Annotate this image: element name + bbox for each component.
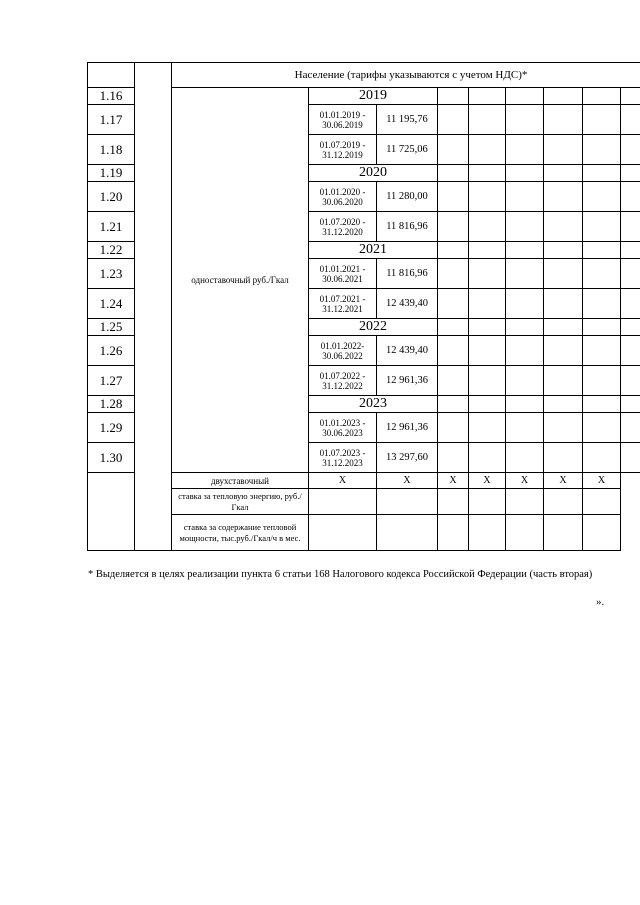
empty-cell — [506, 212, 544, 242]
x-mark: X — [438, 473, 469, 489]
empty-cell — [438, 135, 469, 165]
empty-cell — [506, 182, 544, 212]
year-label: 2022 — [309, 319, 438, 336]
tariff-value: 11 195,76 — [377, 105, 438, 135]
tariff-table-body — [88, 63, 640, 551]
empty-cell — [438, 396, 469, 413]
empty-cell — [583, 259, 621, 289]
empty-cell — [544, 259, 583, 289]
period-cell: 01.07.2019 - 31.12.2019 — [309, 135, 377, 165]
row-number: 1.28 — [88, 396, 135, 413]
empty-cell — [469, 259, 506, 289]
row-number: 1.19 — [88, 165, 135, 182]
empty-cell — [506, 396, 544, 413]
empty-cell — [88, 63, 135, 88]
empty-cell — [438, 515, 469, 551]
empty-cell — [506, 242, 544, 259]
empty-cell — [438, 88, 469, 105]
empty-cell — [469, 165, 506, 182]
empty-cell — [544, 443, 583, 473]
empty-cell — [469, 319, 506, 336]
empty-cell — [469, 336, 506, 366]
empty-cell — [438, 413, 469, 443]
empty-cell — [438, 165, 469, 182]
year-label: 2023 — [309, 396, 438, 413]
closing-quote: ». — [596, 596, 605, 608]
empty-cell — [583, 443, 621, 473]
empty-cell — [544, 105, 583, 135]
empty-cell — [469, 396, 506, 413]
empty-cell — [88, 473, 135, 551]
row-number: 1.26 — [88, 336, 135, 366]
period-cell: 01.01.2019 - 30.06.2019 — [309, 105, 377, 135]
tariff-value: 12 439,40 — [377, 289, 438, 319]
empty-cell — [621, 396, 640, 413]
year-label: 2021 — [309, 242, 438, 259]
empty-cell — [544, 336, 583, 366]
row-number: 1.25 — [88, 319, 135, 336]
empty-cell — [469, 105, 506, 135]
empty-cell — [583, 319, 621, 336]
empty-cell — [544, 515, 583, 551]
year-label: 2019 — [309, 88, 438, 105]
row-number: 1.16 — [88, 88, 135, 105]
empty-cell — [621, 259, 640, 289]
empty-cell — [621, 182, 640, 212]
empty-cell — [506, 105, 544, 135]
empty-cell — [438, 242, 469, 259]
x-mark: X — [583, 473, 621, 489]
row-number: 1.27 — [88, 366, 135, 396]
empty-cell — [621, 413, 640, 443]
x-mark: X — [544, 473, 583, 489]
empty-cell — [309, 515, 377, 551]
empty-cell — [438, 182, 469, 212]
empty-cell — [469, 289, 506, 319]
empty-cell — [621, 105, 640, 135]
empty-cell — [469, 413, 506, 443]
row-number: 1.29 — [88, 413, 135, 443]
tariff-value: 12 439,40 — [377, 336, 438, 366]
empty-cell — [544, 182, 583, 212]
empty-cell — [469, 515, 506, 551]
empty-cell — [469, 366, 506, 396]
empty-cell — [583, 105, 621, 135]
empty-cell — [544, 212, 583, 242]
empty-cell — [506, 135, 544, 165]
empty-cell — [583, 489, 621, 515]
tariff-value: 11 280,00 — [377, 182, 438, 212]
empty-cell — [544, 289, 583, 319]
empty-cell — [621, 336, 640, 366]
empty-cell — [506, 259, 544, 289]
empty-cell — [583, 135, 621, 165]
empty-cell — [583, 336, 621, 366]
tariff-value: 11 816,96 — [377, 259, 438, 289]
x-mark: X — [469, 473, 506, 489]
empty-cell — [583, 88, 621, 105]
empty-cell — [438, 489, 469, 515]
empty-cell — [583, 242, 621, 259]
empty-cell — [438, 319, 469, 336]
two-part-label: двухставочный — [172, 473, 309, 489]
period-cell: 01.07.2022 - 31.12.2022 — [309, 366, 377, 396]
x-mark: X — [377, 473, 438, 489]
empty-cell — [621, 289, 640, 319]
row-number: 1.20 — [88, 182, 135, 212]
empty-cell — [583, 366, 621, 396]
empty-cell — [469, 135, 506, 165]
empty-cell — [544, 165, 583, 182]
empty-cell — [544, 413, 583, 443]
empty-cell — [506, 336, 544, 366]
row-number: 1.17 — [88, 105, 135, 135]
table-header-row — [88, 63, 640, 88]
row-number: 1.22 — [88, 242, 135, 259]
empty-cell — [506, 289, 544, 319]
empty-cell — [469, 489, 506, 515]
tariff-value: 13 297,60 — [377, 443, 438, 473]
tariff-table — [87, 62, 640, 551]
tariff-value: 11 725,06 — [377, 135, 438, 165]
empty-cell — [469, 88, 506, 105]
empty-cell — [469, 443, 506, 473]
empty-cell — [544, 366, 583, 396]
empty-cell — [309, 489, 377, 515]
row-number: 1.23 — [88, 259, 135, 289]
empty-cell — [438, 443, 469, 473]
empty-cell — [544, 88, 583, 105]
empty-cell — [621, 319, 640, 336]
empty-cell — [544, 489, 583, 515]
empty-cell — [506, 515, 544, 551]
empty-cell — [621, 443, 640, 473]
empty-cell — [544, 396, 583, 413]
period-cell: 01.07.2020 - 31.12.2020 — [309, 212, 377, 242]
population-header: Население (тарифы указываются с учетом НДС)* — [172, 63, 640, 88]
period-cell: 01.01.2021 - 30.06.2021 — [309, 259, 377, 289]
empty-cell — [469, 212, 506, 242]
year-label: 2020 — [309, 165, 438, 182]
empty-cell — [583, 165, 621, 182]
empty-cell — [544, 135, 583, 165]
tariff-type-label: одноставочный руб./Гкал — [172, 88, 309, 473]
x-mark: X — [506, 473, 544, 489]
capacity-rate-label: ставка за содержание тепловой мощности, тыс.руб./Гкал/ч в мес. — [172, 515, 309, 551]
empty-cell — [583, 212, 621, 242]
tariff-value: 12 961,36 — [377, 413, 438, 443]
empty-cell — [506, 366, 544, 396]
row-number: 1.18 — [88, 135, 135, 165]
empty-column-cell — [135, 63, 172, 551]
empty-cell — [469, 242, 506, 259]
empty-cell — [621, 212, 640, 242]
tariff-value: 12 961,36 — [377, 366, 438, 396]
empty-cell — [544, 242, 583, 259]
period-cell: 01.07.2023 - 31.12.2023 — [309, 443, 377, 473]
empty-cell — [506, 489, 544, 515]
empty-cell — [621, 135, 640, 165]
empty-cell — [438, 212, 469, 242]
empty-cell — [583, 396, 621, 413]
empty-cell — [621, 165, 640, 182]
tariff-value: 11 816,96 — [377, 212, 438, 242]
empty-cell — [506, 88, 544, 105]
x-mark: X — [309, 473, 377, 489]
row-number: 1.24 — [88, 289, 135, 319]
empty-cell — [506, 319, 544, 336]
period-cell: 01.01.2023 - 30.06.2023 — [309, 413, 377, 443]
empty-cell — [438, 366, 469, 396]
empty-cell — [621, 242, 640, 259]
empty-cell — [583, 182, 621, 212]
empty-cell — [377, 489, 438, 515]
empty-cell — [438, 289, 469, 319]
period-cell: 01.01.2020 - 30.06.2020 — [309, 182, 377, 212]
empty-cell — [377, 515, 438, 551]
empty-cell — [583, 289, 621, 319]
energy-rate-label: ставка за тепловую энергию, руб./Гкал — [172, 489, 309, 515]
empty-cell — [583, 515, 621, 551]
empty-cell — [469, 182, 506, 212]
period-cell: 01.01.2022- 30.06.2022 — [309, 336, 377, 366]
empty-cell — [438, 336, 469, 366]
empty-cell — [506, 413, 544, 443]
empty-cell — [438, 105, 469, 135]
empty-cell — [544, 319, 583, 336]
empty-cell — [506, 165, 544, 182]
row-number: 1.21 — [88, 212, 135, 242]
empty-cell — [621, 366, 640, 396]
empty-cell — [506, 443, 544, 473]
footnote: * Выделяется в целях реализации пункта 6 статьи 168 Налогового кодекса Российской Федерации (часть вторая) — [88, 569, 593, 580]
empty-cell — [621, 88, 640, 105]
empty-cell — [438, 259, 469, 289]
empty-cell — [583, 413, 621, 443]
row-number: 1.30 — [88, 443, 135, 473]
period-cell: 01.07.2021 - 31.12.2021 — [309, 289, 377, 319]
